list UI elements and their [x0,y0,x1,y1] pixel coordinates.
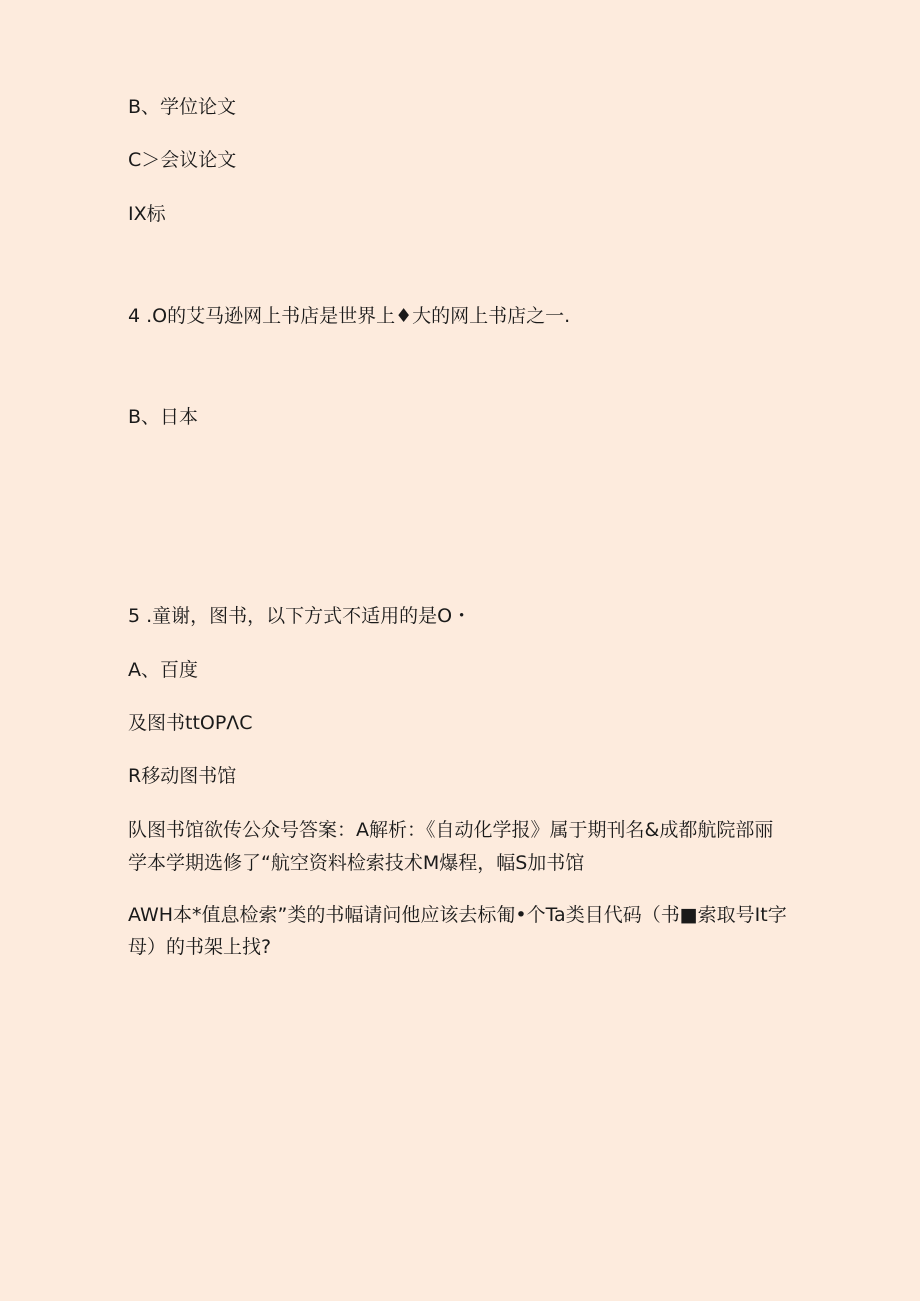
option-c-conference-paper: C＞会议论文 [128,149,237,171]
option-b-japan: B、日本 [128,406,199,428]
option-d-standard: IX标 [128,203,166,225]
option-b-library-opac: 及图书ttOPΛC [128,712,253,734]
question-6-line-1: 学本学期选修了“航空资料检索技术M爆程，幅S加书馆 [128,852,585,874]
question-6-line-2: AWH本*值息检索”类的书幅请问他应该去标匍•个Ta类目代码（书■索取号It字 [128,904,787,926]
question-4: 4 .O的艾马逊网上书店是世界上♦大的网上书店之一. [128,305,571,327]
question-6-line-3: 母）的书架上找? [128,936,272,958]
option-d-and-answer: 队图书馆欲传公众号答案：A解析：《自动化学报》属于期刊名&成都航院部丽 [128,819,774,841]
question-5: 5 .童谢，图书，以下方式不适用的是O・ [128,605,472,627]
option-c-mobile-library: R移动图书馆 [128,765,237,787]
option-a-baidu: A、百度 [128,659,198,681]
option-b-thesis: B、学位论文 [128,96,237,118]
